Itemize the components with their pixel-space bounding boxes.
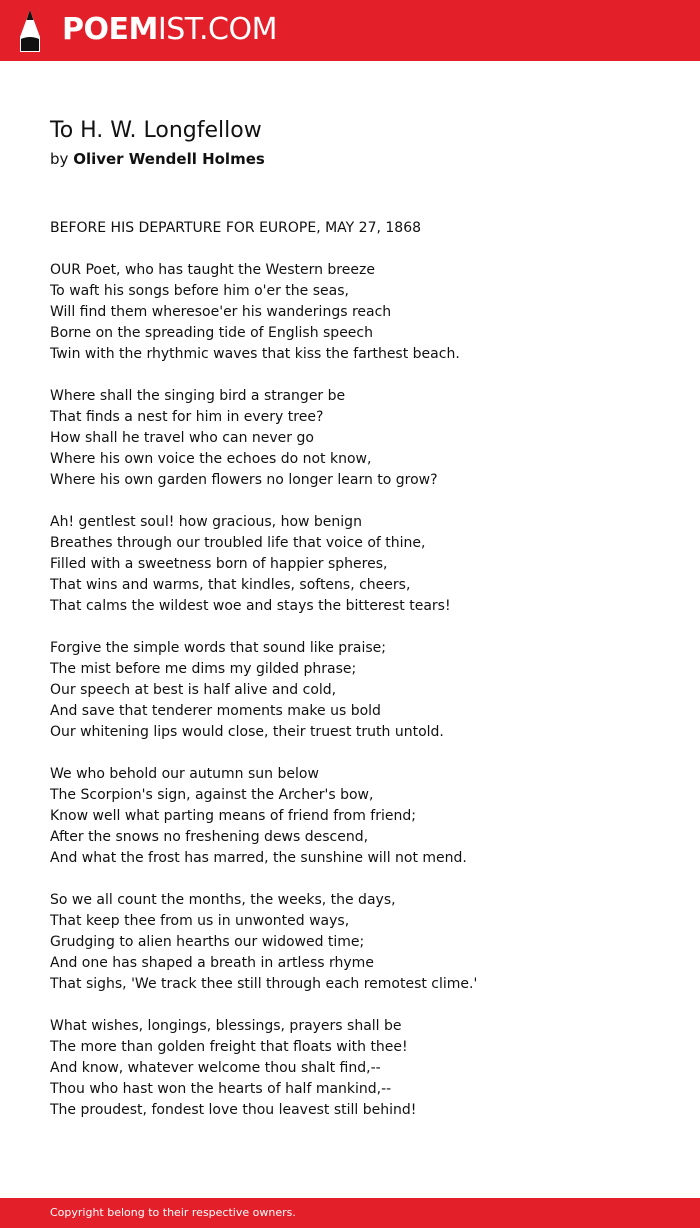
- poem-line: That wins and warms, that kindles, softens, cheers,: [50, 577, 411, 593]
- poem-stanza: [50, 386, 670, 491]
- poem-dedication: BEFORE HIS DEPARTURE FOR EUROPE, MAY 27, 1868: [50, 220, 422, 236]
- poem-line: Our speech at best is half alive and cold,: [50, 682, 337, 698]
- poem-line: And save that tenderer moments make us bold: [50, 703, 381, 719]
- poem-stanza: [50, 1016, 670, 1121]
- poem-body: [50, 218, 670, 1121]
- poem-line: Where shall the singing bird a stranger be: [50, 388, 346, 404]
- poem-line: Breathes through our troubled life that voice of thine,: [50, 535, 426, 551]
- poem-line: Thou who hast won the hearts of half mankind,--: [50, 1081, 392, 1097]
- byline-prefix: by: [50, 150, 69, 168]
- poem-stanza: [50, 638, 670, 743]
- poem-line: How shall he travel who can never go: [50, 430, 314, 446]
- site-logo[interactable]: [62, 12, 277, 48]
- poem-line: Filled with a sweetness born of happier spheres,: [50, 556, 388, 572]
- poem-line: The mist before me dims my gilded phrase;: [50, 661, 357, 677]
- poem-line: And know, whatever welcome thou shalt find,--: [50, 1060, 381, 1076]
- poem-line: The proudest, fondest love thou leavest still behind!: [50, 1102, 417, 1118]
- poem-line: Know well what parting means of friend from friend;: [50, 808, 416, 824]
- poem-line: What wishes, longings, blessings, prayers shall be: [50, 1018, 402, 1034]
- poem-line: The Scorpion's sign, against the Archer's bow,: [50, 787, 374, 803]
- poem-line: After the snows no freshening dews descend,: [50, 829, 369, 845]
- poem-line: Our whitening lips would close, their truest truth untold.: [50, 724, 444, 740]
- poem-line: Grudging to alien hearths our widowed time;: [50, 934, 365, 950]
- poem-line: Will find them wheresoe'er his wanderings reach: [50, 304, 392, 320]
- poem-line: Where his own garden flowers no longer learn to grow?: [50, 472, 438, 488]
- poem-line: That calms the wildest woe and stays the bitterest tears!: [50, 598, 451, 614]
- poem-stanza: [50, 890, 670, 995]
- poem-line: And what the frost has marred, the sunshine will not mend.: [50, 850, 467, 866]
- poem-line: To waft his songs before him o'er the seas,: [50, 283, 349, 299]
- poem-line: The more than golden freight that floats with thee!: [50, 1039, 408, 1055]
- poem-line: That keep thee from us in unwonted ways,: [50, 913, 350, 929]
- poem-stanza: [50, 260, 670, 365]
- logo-text-bold: POEM: [62, 12, 158, 47]
- poem-line: Where his own voice the echoes do not know,: [50, 451, 372, 467]
- poem-line: We who behold our autumn sun below: [50, 766, 319, 782]
- poem-line: Twin with the rhythmic waves that kiss the farthest beach.: [50, 346, 460, 362]
- poem-line: Forgive the simple words that sound like praise;: [50, 640, 387, 656]
- poem-stanzas: [50, 260, 670, 1121]
- poem-line: OUR Poet, who has taught the Western breeze: [50, 262, 375, 278]
- pen-nib-logo-icon[interactable]: [17, 9, 43, 53]
- poem-line: So we all count the months, the weeks, the days,: [50, 892, 396, 908]
- copyright-notice: Copyright belong to their respective owners.: [50, 1206, 296, 1219]
- poem-line: Borne on the spreading tide of English speech: [50, 325, 373, 341]
- poem-stanza: [50, 764, 670, 869]
- poem-line: That sighs, 'We track thee still through each remotest clime.': [50, 976, 478, 992]
- poem-stanza: [50, 512, 670, 617]
- author-name: Oliver Wendell Holmes: [73, 150, 265, 168]
- poem-title: To H. W. Longfellow: [50, 118, 262, 143]
- byline: [50, 148, 265, 170]
- poem-line: And one has shaped a breath in artless rhyme: [50, 955, 374, 971]
- poem-line: Ah! gentlest soul! how gracious, how benign: [50, 514, 362, 530]
- site-footer: [0, 1198, 700, 1228]
- logo-text-light: IST.COM: [157, 12, 277, 47]
- site-header: [0, 0, 700, 61]
- poem-line: That finds a nest for him in every tree?: [50, 409, 324, 425]
